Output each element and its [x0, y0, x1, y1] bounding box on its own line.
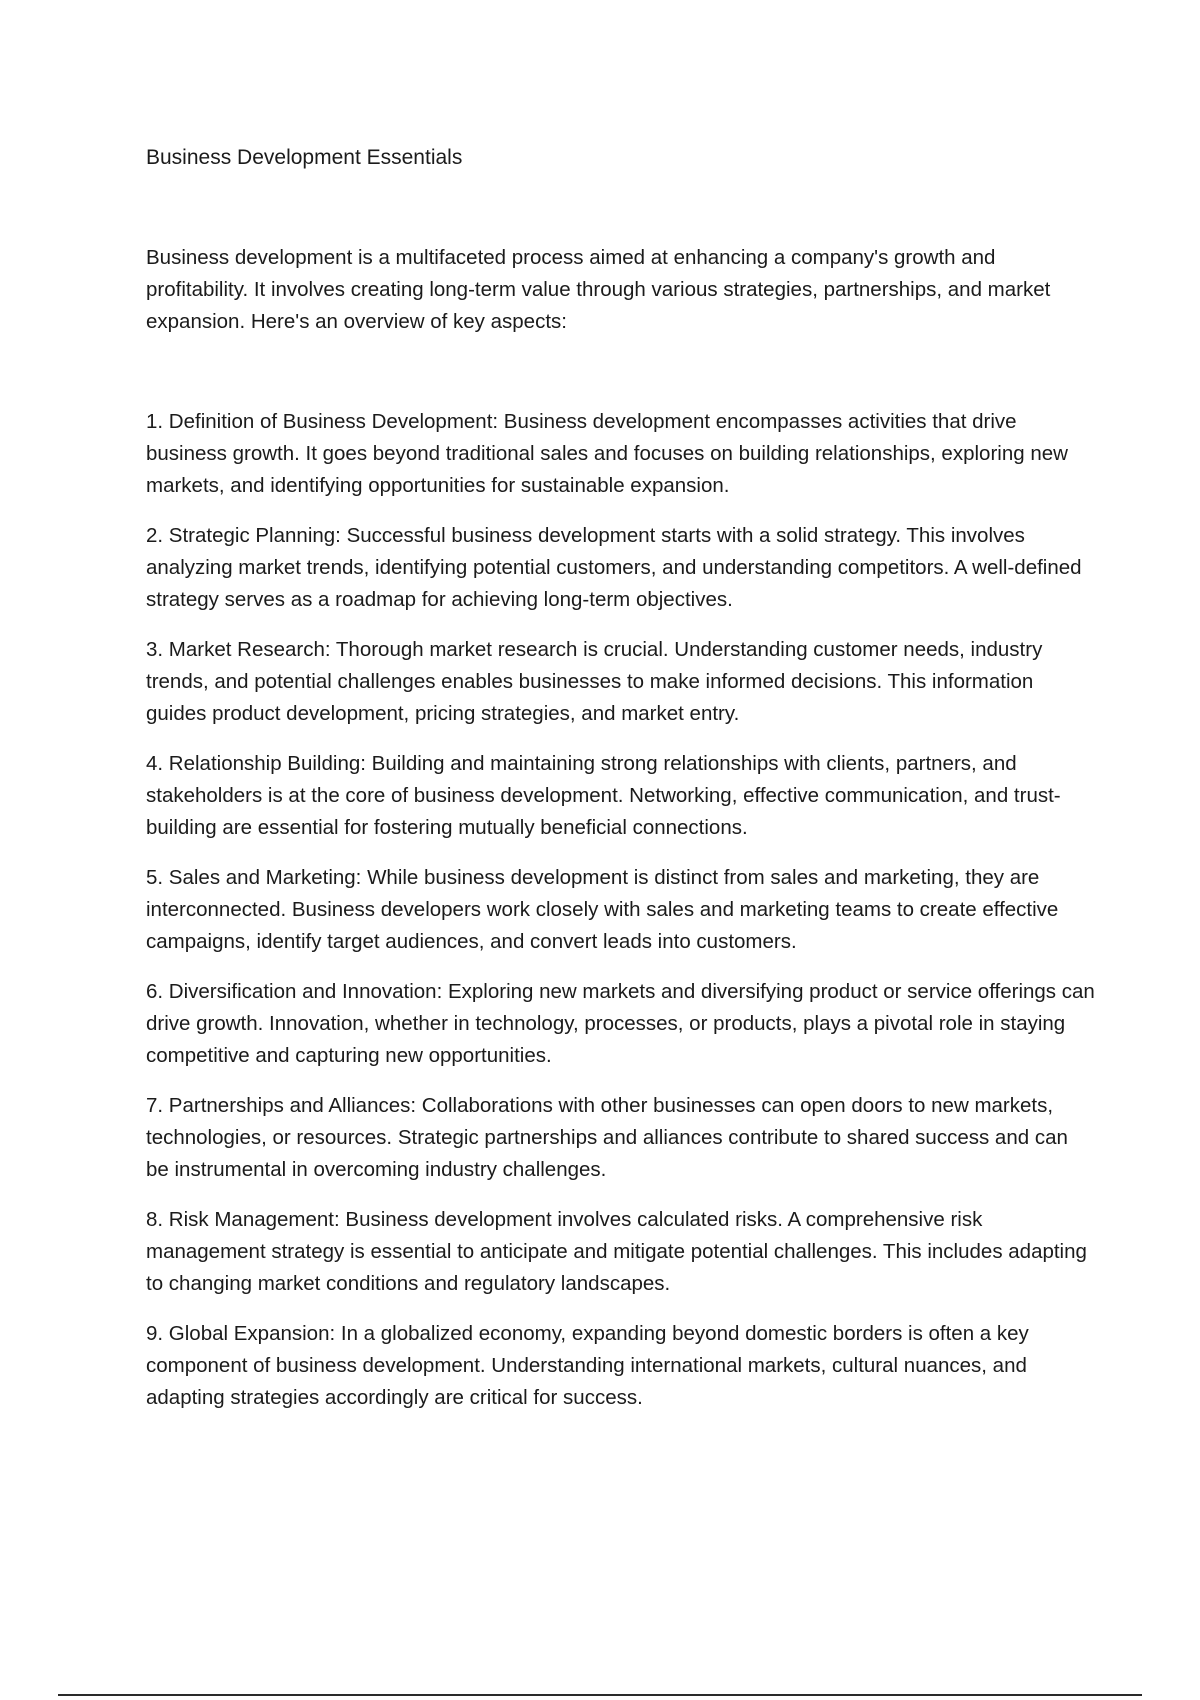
- list-item: 8. Risk Management: Business development involves calculated risks. A comprehensive risk management strategy is essential to anticipate and mitigate potential challenges. This includes adapting to changing market conditions and regulatory landscapes.: [146, 1208, 1087, 1295]
- page-bottom-rule: [58, 1694, 1142, 1696]
- list-item: 3. Market Research: Thorough market research is crucial. Understanding customer needs, industry trends, and potential challenges enables businesses to make informed decisions. This information guides product development, pricing strategies, and market entry.: [146, 638, 1043, 725]
- list-item: 2. Strategic Planning: Successful business development starts with a solid strategy. This involves analyzing market trends, identifying potential customers, and understanding competitors. A well-defined strategy serves as a roadmap for achieving long-term objectives.: [146, 524, 1082, 611]
- document-title: Business Development Essentials: [146, 146, 463, 169]
- list-item: 9. Global Expansion: In a globalized economy, expanding beyond domestic borders is often a key component of business development. Understanding international markets, cultural nuances, and adapting strategies accordingly are critical for success.: [146, 1322, 1029, 1409]
- aspects-list: [146, 406, 1096, 1414]
- intro-paragraph: Business development is a multifaceted process aimed at enhancing a company's growth and profitability. It involves creating long-term value through various strategies, partnerships, and market expansion. Here's an overview of key aspects:: [146, 246, 1051, 333]
- list-item: 5. Sales and Marketing: While business development is distinct from sales and marketing, they are interconnected. Business developers work closely with sales and marketing teams to create effective campaigns, identify target audiences, and convert leads into customers.: [146, 866, 1059, 953]
- list-item: 6. Diversification and Innovation: Exploring new markets and diversifying product or service offerings can drive growth. Innovation, whether in technology, processes, or products, plays a pivotal role in staying competitive and capturing new opportunities.: [146, 980, 1095, 1067]
- document-body: [146, 140, 1096, 1432]
- list-item: 7. Partnerships and Alliances: Collaborations with other businesses can open doors to new markets, technologies, or resources. Strategic partnerships and alliances contribute to shared success and can be instrumental in overcoming industry challenges.: [146, 1094, 1068, 1181]
- list-item: 4. Relationship Building: Building and maintaining strong relationships with clients, partners, and stakeholders is at the core of business development. Networking, effective communication, and trust-building are essential for fostering mutually beneficial connections.: [146, 752, 1061, 839]
- list-item: 1. Definition of Business Development: Business development encompasses activities that drive business growth. It goes beyond traditional sales and focuses on building relationships, exploring new markets, and identifying opportunities for sustainable expansion.: [146, 410, 1068, 497]
